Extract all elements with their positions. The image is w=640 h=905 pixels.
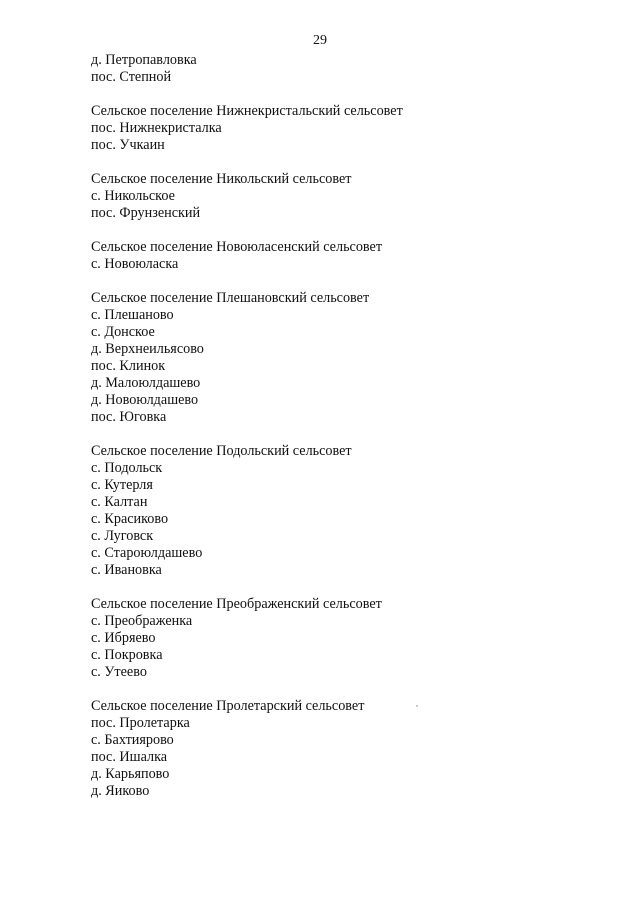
- settlement-item: с. Калтан: [91, 494, 148, 510]
- settlement-item: пос. Ишалка: [91, 749, 168, 765]
- settlement-list: [91, 52, 611, 817]
- settlement-item: д. Петропавловка: [91, 52, 197, 68]
- settlement-block: [91, 698, 611, 800]
- settlement-item: пос. Нижнекристалка: [91, 120, 222, 136]
- settlement-item: д. Малоюлдашево: [91, 375, 201, 391]
- block-heading: Сельское поселение Плешановский сельсовет: [91, 290, 370, 306]
- block-heading: Сельское поселение Преображенский сельсовет: [91, 596, 382, 612]
- settlement-item: д. Новоюлдашево: [91, 392, 199, 408]
- block-heading: Сельское поселение Нижнекристальский сельсовет: [91, 103, 403, 119]
- settlement-block: [91, 171, 611, 222]
- settlement-item: с. Бахтиярово: [91, 732, 174, 748]
- scan-speck: [416, 705, 418, 707]
- settlement-item: с. Староюлдашево: [91, 545, 203, 561]
- settlement-item: с. Подольск: [91, 460, 163, 476]
- block-heading: Сельское поселение Подольский сельсовет: [91, 443, 352, 459]
- settlement-block: [91, 443, 611, 579]
- settlement-item: с. Покровка: [91, 647, 163, 663]
- settlement-item: д. Яиково: [91, 783, 150, 799]
- block-heading: Сельское поселение Пролетарский сельсовет: [91, 698, 365, 714]
- settlement-block: [91, 103, 611, 154]
- settlement-block: [91, 596, 611, 681]
- block-heading: Сельское поселение Новоюласенский сельсовет: [91, 239, 383, 255]
- settlement-item: пос. Юговка: [91, 409, 167, 425]
- settlement-item: с. Ибряево: [91, 630, 156, 646]
- settlement-item: с. Новоюласка: [91, 256, 179, 272]
- settlement-block: [91, 290, 611, 426]
- settlement-item: с. Кутерля: [91, 477, 153, 493]
- settlement-item: с. Плешаново: [91, 307, 174, 323]
- settlement-item: с. Красиково: [91, 511, 169, 527]
- settlement-item: пос. Пролетарка: [91, 715, 190, 731]
- settlement-item: с. Ивановка: [91, 562, 162, 578]
- settlement-block: [91, 239, 611, 273]
- settlement-item: пос. Степной: [91, 69, 172, 85]
- settlement-item: пос. Клинок: [91, 358, 166, 374]
- settlement-item: пос. Учкаин: [91, 137, 165, 153]
- settlement-item: д. Верхнеильясово: [91, 341, 204, 357]
- settlement-item: с. Преображенка: [91, 613, 193, 629]
- settlement-item: с. Луговск: [91, 528, 154, 544]
- settlement-item: с. Никольское: [91, 188, 175, 204]
- block-heading: Сельское поселение Никольский сельсовет: [91, 171, 352, 187]
- settlement-block: [91, 52, 611, 86]
- settlement-item: д. Карьяпово: [91, 766, 170, 782]
- settlement-item: с. Донское: [91, 324, 155, 340]
- settlement-item: с. Утеево: [91, 664, 147, 680]
- settlement-item: пос. Фрунзенский: [91, 205, 201, 221]
- page-number: 29: [313, 33, 327, 48]
